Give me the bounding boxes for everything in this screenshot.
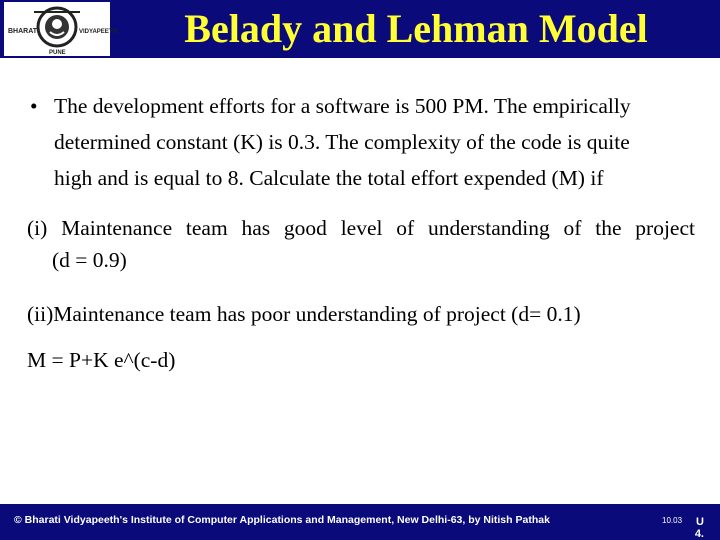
- logo-emblem-icon: [4, 2, 117, 56]
- bullet-line-1: The development efforts for a software is 500 PM. The empirically: [54, 94, 631, 118]
- slide-title: Belady and Lehman Model: [184, 6, 648, 51]
- formula-text: M = P+K e^(c-d): [27, 348, 176, 372]
- item-i-line-1: (i) Maintenance team has good level of understanding of the project: [27, 216, 695, 240]
- title-bar: [0, 0, 720, 58]
- footer-copyright: © Bharati Vidyapeeth's Institute of Computer Applications and Management, New Delhi-63, by Nitish Pathak: [14, 514, 550, 526]
- institute-logo: [4, 2, 117, 56]
- logo-left-text: BHARATI: [8, 28, 39, 35]
- footer-bar: [0, 504, 720, 540]
- item-i-line-2: (d = 0.9): [52, 248, 127, 272]
- logo-bottom-text: PUNE: [49, 50, 66, 56]
- bullet-line-2: determined constant (K) is 0.3. The complexity of the code is quite: [54, 130, 630, 154]
- logo-right-text: VIDYAPEETH: [79, 29, 117, 35]
- bullet-text: [54, 88, 700, 196]
- footer-page-number: U 4.: [694, 516, 704, 540]
- bullet-marker: •: [30, 94, 38, 118]
- bullet-line-3: high and is equal to 8. Calculate the total effort expended (M) if: [54, 166, 604, 190]
- footer-date: 10.03: [662, 516, 683, 525]
- item-ii-text: (ii)Maintenance team has poor understanding of project (d= 0.1): [27, 302, 581, 326]
